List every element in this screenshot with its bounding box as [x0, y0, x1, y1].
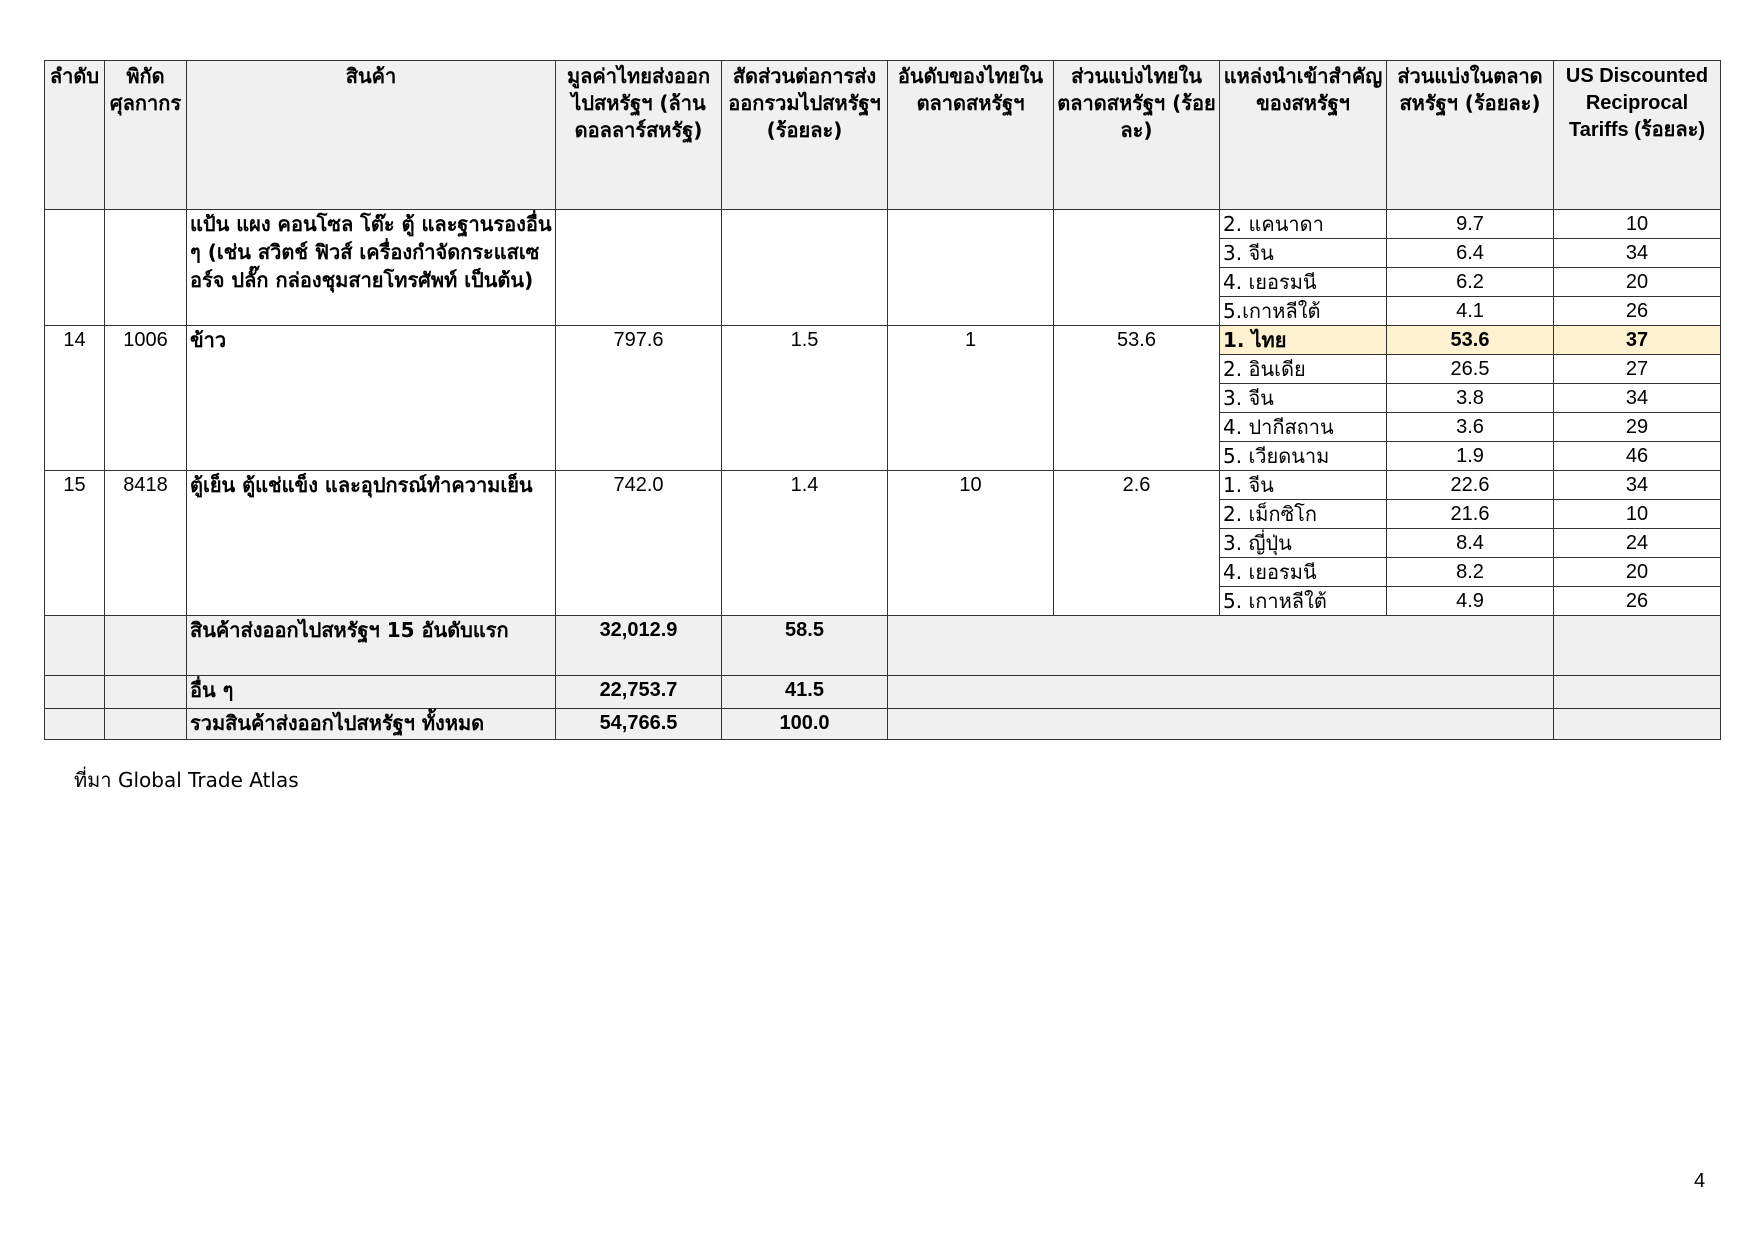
total-row-others — [45, 676, 1721, 709]
rank-cell: 14 — [45, 326, 105, 471]
table-row — [45, 326, 1721, 355]
source-country: 4. เยอรมนี — [1220, 268, 1387, 297]
header-product: สินค้า — [187, 61, 556, 210]
source-share: 8.4 — [1387, 529, 1554, 558]
header-thai-share: ส่วนแบ่งไทยในตลาดสหรัฐฯ (ร้อยละ) — [1054, 61, 1220, 210]
product-cell: ตู้เย็น ตู้แช่แข็ง และอุปกรณ์ทำความเย็น — [187, 471, 556, 616]
value-cell: 797.6 — [556, 326, 722, 471]
product-cell: ข้าว — [187, 326, 556, 471]
total-share: 100.0 — [722, 709, 888, 740]
share-cell: 1.4 — [722, 471, 888, 616]
source-country: 5. เวียดนาม — [1220, 442, 1387, 471]
source-country: 2. อินเดีย — [1220, 355, 1387, 384]
source-country: 2. แคนาดา — [1220, 210, 1387, 239]
source-share: 6.2 — [1387, 268, 1554, 297]
source-tariff: 24 — [1554, 529, 1721, 558]
source-country: 5.เกาหลีใต้ — [1220, 297, 1387, 326]
source-country: 4. ปากีสถาน — [1220, 413, 1387, 442]
thai-share-cell: 2.6 — [1054, 471, 1220, 616]
value-cell — [556, 210, 722, 326]
source-tariff: 10 — [1554, 210, 1721, 239]
source-share: 6.4 — [1387, 239, 1554, 268]
source-share: 53.6 — [1387, 326, 1554, 355]
source-share: 8.2 — [1387, 558, 1554, 587]
source-share: 22.6 — [1387, 471, 1554, 500]
source-share: 4.1 — [1387, 297, 1554, 326]
product-cell: แป้น แผง คอนโซล โต๊ะ ตู้ และฐานรองอื่น ๆ (เช่น สวิตช์ ฟิวส์ เครื่องกำจัดกระแสเซอร์จ ปลั๊ก กล่องชุมสายโทรศัพท์ เป็นต้น) — [187, 210, 556, 326]
total-value: 32,012.9 — [556, 616, 722, 676]
table-row — [45, 210, 1721, 239]
source-country: 3. จีน — [1220, 384, 1387, 413]
source-country: 3. ญี่ปุ่น — [1220, 529, 1387, 558]
header-rank: ลำดับ — [45, 61, 105, 210]
hs-cell: 1006 — [105, 326, 187, 471]
share-cell — [722, 210, 888, 326]
total-label: สินค้าส่งออกไปสหรัฐฯ 15 อันดับแรก — [187, 616, 556, 676]
thai-share-cell — [1054, 210, 1220, 326]
source-country: 2. เม็กซิโก — [1220, 500, 1387, 529]
thai-rank-cell: 1 — [888, 326, 1054, 471]
source-tariff: 46 — [1554, 442, 1721, 471]
source-tariff: 26 — [1554, 297, 1721, 326]
source-share: 21.6 — [1387, 500, 1554, 529]
source-note: ที่มา Global Trade Atlas — [74, 768, 299, 792]
total-share: 58.5 — [722, 616, 888, 676]
source-tariff: 10 — [1554, 500, 1721, 529]
total-value: 54,766.5 — [556, 709, 722, 740]
total-label: อื่น ๆ — [187, 676, 556, 709]
source-tariff: 27 — [1554, 355, 1721, 384]
source-tariff: 26 — [1554, 587, 1721, 616]
source-country: 3. จีน — [1220, 239, 1387, 268]
source-tariff: 37 — [1554, 326, 1721, 355]
source-country: 1. จีน — [1220, 471, 1387, 500]
thai-share-cell: 53.6 — [1054, 326, 1220, 471]
header-share-total: สัดส่วนต่อการส่งออกรวมไปสหรัฐฯ (ร้อยละ) — [722, 61, 888, 210]
hs-cell — [105, 210, 187, 326]
hs-cell: 8418 — [105, 471, 187, 616]
source-tariff: 20 — [1554, 558, 1721, 587]
thai-rank-cell: 10 — [888, 471, 1054, 616]
total-value: 22,753.7 — [556, 676, 722, 709]
source-country: 4. เยอรมนี — [1220, 558, 1387, 587]
header-value: มูลค่าไทยส่งออกไปสหรัฐฯ (ล้านดอลลาร์สหรัฐ) — [556, 61, 722, 210]
source-share: 9.7 — [1387, 210, 1554, 239]
header-thai-rank: อันดับของไทยในตลาดสหรัฐฯ — [888, 61, 1054, 210]
source-tariff: 20 — [1554, 268, 1721, 297]
source-share: 3.8 — [1387, 384, 1554, 413]
header-tariffs: US Discounted Reciprocal Tariffs (ร้อยละ) — [1554, 61, 1721, 210]
header-hs-code: พิกัดศุลกากร — [105, 61, 187, 210]
source-share: 26.5 — [1387, 355, 1554, 384]
source-tariff: 29 — [1554, 413, 1721, 442]
header-import-sources: แหล่งนำเข้าสำคัญของสหรัฐฯ — [1220, 61, 1387, 210]
rank-cell — [45, 210, 105, 326]
total-row-all — [45, 709, 1721, 740]
source-tariff: 34 — [1554, 239, 1721, 268]
source-tariff: 34 — [1554, 471, 1721, 500]
page-number: 4 — [1694, 1170, 1706, 1192]
thai-rank-cell — [888, 210, 1054, 326]
source-tariff: 34 — [1554, 384, 1721, 413]
share-cell: 1.5 — [722, 326, 888, 471]
total-label: รวมสินค้าส่งออกไปสหรัฐฯ ทั้งหมด — [187, 709, 556, 740]
source-share: 4.9 — [1387, 587, 1554, 616]
source-share: 1.9 — [1387, 442, 1554, 471]
source-country: 1. ไทย — [1220, 326, 1387, 355]
export-table — [44, 60, 1721, 740]
value-cell: 742.0 — [556, 471, 722, 616]
table-row — [45, 471, 1721, 500]
total-share: 41.5 — [722, 676, 888, 709]
rank-cell: 15 — [45, 471, 105, 616]
header-row — [45, 61, 1721, 210]
source-share: 3.6 — [1387, 413, 1554, 442]
header-source-share: ส่วนแบ่งในตลาดสหรัฐฯ (ร้อยละ) — [1387, 61, 1554, 210]
total-row-top15 — [45, 616, 1721, 676]
source-country: 5. เกาหลีใต้ — [1220, 587, 1387, 616]
